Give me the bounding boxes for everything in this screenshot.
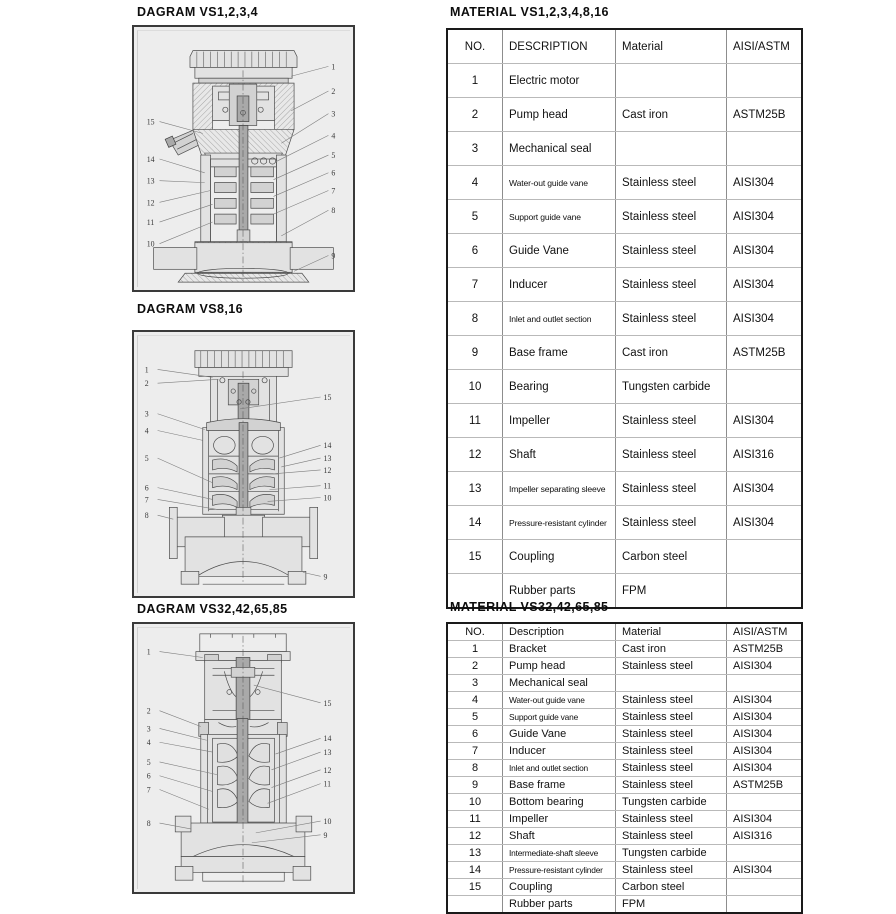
cell-desc: Electric motor [503,64,616,98]
cell-astm: AISI304 [727,404,803,438]
cell-no: 13 [447,472,503,506]
cell-mat: Tungsten carbide [616,794,727,811]
cell-mat: Stainless steel [616,709,727,726]
callout-15: 15 [323,698,332,708]
callout-9: 9 [331,251,336,261]
motor-fins [195,351,292,377]
cell-mat: Stainless steel [616,506,727,540]
cell-desc: Pump head [503,658,616,675]
cell-no: 14 [447,506,503,540]
cell-astm [727,64,803,98]
cell-mat: Stainless steel [616,692,727,709]
base-frame [175,816,312,881]
cell-astm: AISI304 [727,268,803,302]
cell-desc: Intermediate-shaft sleeve [503,845,616,862]
cell-desc: Rubber parts [503,574,616,609]
cell-mat: Stainless steel [616,726,727,743]
callouts-left [145,365,149,520]
table-row [447,743,802,760]
cell-desc: Support guide vane [503,709,616,726]
table-row [447,64,802,98]
cell-no: 11 [447,404,503,438]
cell-desc: Base frame [503,777,616,794]
cell-astm: AISI304 [727,234,803,268]
cell-desc: Inlet and outlet section [503,302,616,336]
cell-mat: Stainless steel [616,760,727,777]
cell-desc: Water-out guide vane [503,692,616,709]
cell-no: 6 [447,726,503,743]
table-row [447,760,802,777]
cell-no: 4 [447,166,503,200]
table-row [447,658,802,675]
callout-14: 14 [323,441,332,451]
material-table-2-heading: MATERIAL VS32,42,65,85 [450,600,609,614]
cell-astm: AISI316 [727,438,803,472]
callout-2: 2 [144,379,149,389]
cell-mat: FPM [616,896,727,914]
table-row [447,540,802,574]
cell-desc: Mechanical seal [503,675,616,692]
table-header-row [447,29,802,64]
table-row [447,336,802,370]
table-row [447,675,802,692]
cell-no: 9 [447,777,503,794]
cell-astm: AISI304 [727,726,803,743]
callout-4: 4 [144,426,149,436]
callout-13: 13 [323,748,332,758]
cell-mat: Stainless steel [616,811,727,828]
callout-2: 2 [331,86,336,96]
cell-no: 8 [447,302,503,336]
callouts-right [331,62,335,260]
callout-1: 1 [144,365,149,375]
cell-desc: Shaft [503,438,616,472]
cell-astm: ASTM25B [727,336,803,370]
cell-no: 15 [447,879,503,896]
cell-desc: Support guide vane [503,200,616,234]
cell-mat: Stainless steel [616,438,727,472]
motor-fins [190,51,297,84]
cell-astm: AISI316 [727,828,803,845]
callout-6: 6 [144,483,149,493]
table-row [447,692,802,709]
cell-desc: Guide Vane [503,726,616,743]
table-row [447,302,802,336]
callout-12: 12 [323,765,332,775]
table-row [447,166,802,200]
diagram-1-drawing [134,27,353,290]
cell-desc: Pressure-resistant cylinder [503,862,616,879]
pump-shaft [237,126,250,256]
callout-14: 14 [146,154,155,164]
cell-mat: Stainless steel [616,302,727,336]
table-row [447,896,802,914]
cell-no: 7 [447,743,503,760]
cell-desc: Shaft [503,828,616,845]
cell-astm: AISI304 [727,506,803,540]
cell-no: 6 [447,234,503,268]
cell-no: 10 [447,794,503,811]
table-row [447,845,802,862]
cell-no: 13 [447,845,503,862]
callout-9: 9 [323,572,328,582]
cell-astm [727,675,803,692]
cell-no: 12 [447,828,503,845]
callout-10: 10 [323,493,332,503]
table-row [447,438,802,472]
table-row [447,234,802,268]
cell-desc: Base frame [503,336,616,370]
callout-11: 11 [323,481,332,491]
cell-astm: AISI304 [727,743,803,760]
cell-desc: Coupling [503,540,616,574]
column-header-col-mat: Material [616,623,727,641]
cell-desc: Pressure-resistant cylinder [503,506,616,540]
column-header-col-desc: Description [503,623,616,641]
cell-no: 4 [447,692,503,709]
cell-astm: AISI304 [727,811,803,828]
cell-desc: Impeller [503,404,616,438]
callout-11: 11 [146,217,155,227]
callouts-right [324,393,332,581]
callout-3: 3 [331,109,336,119]
callout-9: 9 [323,830,328,840]
cell-no: 12 [447,438,503,472]
callout-1: 1 [331,62,336,72]
cell-no: 3 [447,132,503,166]
cell-mat [616,675,727,692]
cell-astm: AISI304 [727,862,803,879]
cell-no: 7 [447,268,503,302]
table-row [447,370,802,404]
cell-desc: Water-out guide vane [503,166,616,200]
cell-mat: Stainless steel [616,472,727,506]
cell-mat: Tungsten carbide [616,370,727,404]
cell-mat: Tungsten carbide [616,845,727,862]
cell-mat: Stainless steel [616,777,727,794]
cell-astm: AISI304 [727,472,803,506]
callout-1: 1 [146,647,151,657]
cell-mat: Carbon steel [616,879,727,896]
cell-no: 3 [447,675,503,692]
callouts-right [324,699,332,840]
callout-7: 7 [144,495,149,505]
table-row [447,200,802,234]
table-row [447,811,802,828]
table-row [447,641,802,658]
column-header-col-no: NO. [447,29,503,64]
callouts-left [147,648,151,828]
callout-14: 14 [323,734,332,744]
cell-mat: Stainless steel [616,200,727,234]
cell-astm [727,132,803,166]
cell-astm: AISI304 [727,760,803,777]
callout-8: 8 [331,206,336,216]
cell-astm: ASTM25B [727,98,803,132]
table-row [447,828,802,845]
callout-15: 15 [146,117,155,127]
diagram-3-heading: DAGRAM VS32,42,65,85 [137,602,288,616]
cell-desc: Pump head [503,98,616,132]
callout-12: 12 [146,198,155,208]
cell-mat: Stainless steel [616,658,727,675]
cell-no: 1 [447,641,503,658]
table-row [447,404,802,438]
cell-astm: AISI304 [727,709,803,726]
table-row [447,777,802,794]
table-row [447,132,802,166]
cell-astm: AISI304 [727,200,803,234]
callout-8: 8 [146,818,151,828]
callout-5: 5 [331,150,336,161]
flanged-base [169,507,317,584]
callout-12: 12 [323,465,332,475]
callout-5: 5 [144,454,149,464]
cell-astm: AISI304 [727,166,803,200]
column-header-col-astm: AISI/ASTM [727,623,803,641]
cell-desc: Rubber parts [503,896,616,914]
base-frame [154,242,334,282]
coupling-bracket [211,376,277,422]
table-row [447,268,802,302]
callout-3: 3 [146,724,151,734]
cell-desc: Inducer [503,268,616,302]
cell-no: 9 [447,336,503,370]
cell-desc: Coupling [503,879,616,896]
cell-desc: Bearing [503,370,616,404]
callout-2: 2 [146,706,151,716]
cell-desc: Impeller separating sleeve [503,472,616,506]
cell-mat: Stainless steel [616,234,727,268]
diagram-vs8-16 [132,330,355,598]
cell-astm [727,540,803,574]
callout-6: 6 [331,168,336,178]
diagram-vs32-42-65-85 [132,622,355,894]
callout-4: 4 [146,738,151,748]
cell-no: 14 [447,862,503,879]
cell-mat: Stainless steel [616,166,727,200]
cell-astm [727,574,803,609]
cell-no: 2 [447,98,503,132]
cell-no: 10 [447,370,503,404]
diagram-vs1-2-3-4 [132,25,355,292]
callout-8: 8 [144,511,149,521]
cell-no: 5 [447,200,503,234]
callout-7: 7 [146,785,151,795]
cell-astm: AISI304 [727,692,803,709]
cell-astm [727,879,803,896]
cell-mat: Cast iron [616,641,727,658]
cell-mat: FPM [616,574,727,609]
callout-15: 15 [323,392,332,402]
diagram-3-drawing [134,624,353,892]
table-row [447,98,802,132]
cell-mat [616,132,727,166]
table-row [447,879,802,896]
material-table-1-body [447,29,802,608]
callout-13: 13 [146,176,155,186]
callout-5: 5 [146,757,151,767]
column-header-col-astm: AISI/ASTM [727,29,803,64]
cell-no: 1 [447,64,503,98]
callout-10: 10 [323,817,332,827]
cell-no: 8 [447,760,503,777]
callout-11: 11 [323,779,332,789]
callout-13: 13 [323,454,332,464]
table-row [447,862,802,879]
cell-mat: Stainless steel [616,404,727,438]
cell-astm: AISI304 [727,302,803,336]
cell-desc: Mechanical seal [503,132,616,166]
cell-no: 2 [447,658,503,675]
material-table-vs1-2-3-4-8-16 [446,28,803,609]
table-header-row [447,623,802,641]
table-row [447,472,802,506]
callout-3: 3 [144,409,149,419]
table-row [447,726,802,743]
cell-astm [727,845,803,862]
material-table-2-body [447,623,802,913]
cell-mat: Stainless steel [616,862,727,879]
table-row [447,506,802,540]
material-table-1-heading: MATERIAL VS1,2,3,4,8,16 [450,5,609,19]
table-row [447,709,802,726]
cell-no: 15 [447,540,503,574]
column-header-col-desc: DESCRIPTION [503,29,616,64]
table-row [447,794,802,811]
callout-4: 4 [331,131,336,141]
cell-desc: Impeller [503,811,616,828]
cell-astm: AISI304 [727,658,803,675]
cell-mat: Carbon steel [616,540,727,574]
cell-no [447,896,503,914]
cell-desc: Bracket [503,641,616,658]
callout-6: 6 [146,771,151,781]
cell-no: 5 [447,709,503,726]
callouts-left [147,118,155,249]
cell-desc: Guide Vane [503,234,616,268]
cell-mat: Stainless steel [616,268,727,302]
cell-mat [616,64,727,98]
cell-desc: Inducer [503,743,616,760]
cell-mat: Stainless steel [616,828,727,845]
cell-no: 11 [447,811,503,828]
cell-mat: Cast iron [616,98,727,132]
cell-desc: Bottom bearing [503,794,616,811]
cell-astm [727,370,803,404]
diagram-2-drawing [134,332,353,596]
column-header-col-no: NO. [447,623,503,641]
cell-astm: ASTM25B [727,641,803,658]
cell-mat: Stainless steel [616,743,727,760]
callout-7: 7 [331,186,336,196]
material-table-vs32-42-65-85 [446,622,803,914]
callout-10: 10 [146,239,155,249]
diagram-1-heading: DAGRAM VS1,2,3,4 [137,5,259,19]
diagram-2-heading: DAGRAM VS8,16 [137,302,243,316]
cell-astm: ASTM25B [727,777,803,794]
cell-desc: Inlet and outlet section [503,760,616,777]
column-header-col-mat: Material [616,29,727,64]
cell-mat: Cast iron [616,336,727,370]
cell-astm [727,794,803,811]
cell-astm [727,896,803,914]
